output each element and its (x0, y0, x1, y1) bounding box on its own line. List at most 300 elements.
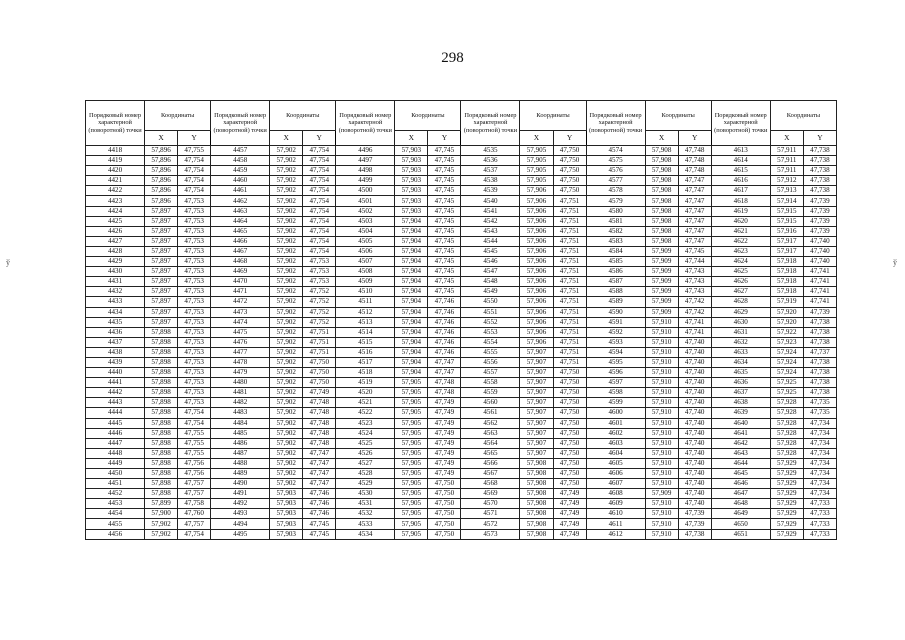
y-coordinate-cell: 47,740 (803, 246, 836, 256)
point-number-cell: 4507 (336, 257, 395, 267)
x-header: X (395, 131, 428, 146)
y-coordinate-cell: 47,751 (553, 246, 586, 256)
point-number-cell: 4443 (86, 398, 145, 408)
point-number-cell: 4500 (336, 186, 395, 196)
x-coordinate-cell: 57,906 (520, 236, 553, 246)
point-number-cell: 4499 (336, 176, 395, 186)
point-number-cell: 4611 (586, 519, 645, 529)
y-coordinate-cell: 47,751 (303, 337, 336, 347)
y-coordinate-cell: 47,751 (553, 327, 586, 337)
y-coordinate-cell: 47,747 (428, 357, 461, 367)
point-number-cell: 4646 (711, 479, 770, 489)
x-coordinate-cell: 57,908 (520, 489, 553, 499)
y-coordinate-cell: 47,745 (428, 236, 461, 246)
y-coordinate-cell: 47,753 (303, 277, 336, 287)
x-coordinate-cell: 57,903 (270, 519, 303, 529)
point-number-cell: 4631 (711, 327, 770, 337)
x-coordinate-cell: 57,904 (395, 317, 428, 327)
point-number-cell: 4616 (711, 176, 770, 186)
y-coordinate-cell: 47,753 (178, 267, 211, 277)
point-number-cell: 4565 (461, 448, 520, 458)
y-coordinate-cell: 47,750 (553, 166, 586, 176)
point-number-cell: 4501 (336, 196, 395, 206)
point-number-cell: 4622 (711, 236, 770, 246)
point-number-cell: 4458 (211, 156, 270, 166)
point-number-cell: 4544 (461, 236, 520, 246)
y-coordinate-cell: 47,753 (178, 398, 211, 408)
point-number-cell: 4588 (586, 287, 645, 297)
y-coordinate-cell: 47,742 (678, 307, 711, 317)
x-coordinate-cell: 57,922 (770, 327, 803, 337)
point-number-cell: 4552 (461, 317, 520, 327)
point-number-cell: 4528 (336, 469, 395, 479)
x-coordinate-cell: 57,917 (770, 236, 803, 246)
x-coordinate-cell: 57,898 (145, 428, 178, 438)
point-number-cell: 4435 (86, 317, 145, 327)
x-coordinate-cell: 57,898 (145, 489, 178, 499)
x-coordinate-cell: 57,902 (270, 277, 303, 287)
point-number-cell: 4612 (586, 529, 645, 539)
x-coordinate-cell: 57,929 (770, 529, 803, 539)
point-number-cell: 4489 (211, 469, 270, 479)
point-number-cell: 4477 (211, 347, 270, 357)
x-coordinate-cell: 57,909 (645, 307, 678, 317)
table-row (86, 368, 837, 378)
point-number-cell: 4539 (461, 186, 520, 196)
x-coordinate-cell: 57,929 (770, 509, 803, 519)
x-coordinate-cell: 57,902 (270, 287, 303, 297)
x-coordinate-cell: 57,915 (770, 216, 803, 226)
point-number-cell: 4468 (211, 257, 270, 267)
y-coordinate-cell: 47,752 (303, 317, 336, 327)
y-coordinate-cell: 47,755 (178, 438, 211, 448)
x-coordinate-cell: 57,898 (145, 398, 178, 408)
point-number-cell: 4559 (461, 388, 520, 398)
point-number-cell: 4547 (461, 267, 520, 277)
x-coordinate-cell: 57,908 (645, 196, 678, 206)
point-number-cell: 4628 (711, 297, 770, 307)
point-number-cell: 4594 (586, 347, 645, 357)
x-coordinate-cell: 57,903 (270, 499, 303, 509)
point-number-cell: 4613 (711, 146, 770, 156)
point-number-cell: 4456 (86, 529, 145, 539)
y-coordinate-cell: 47,745 (428, 267, 461, 277)
point-number-cell: 4506 (336, 246, 395, 256)
x-coordinate-cell: 57,903 (395, 166, 428, 176)
point-number-cell: 4548 (461, 277, 520, 287)
x-coordinate-cell: 57,903 (270, 509, 303, 519)
y-coordinate-cell: 47,754 (178, 408, 211, 418)
y-coordinate-cell: 47,756 (178, 469, 211, 479)
point-number-cell: 4578 (586, 186, 645, 196)
y-coordinate-cell: 47,738 (803, 317, 836, 327)
y-coordinate-cell: 47,738 (803, 186, 836, 196)
y-coordinate-cell: 47,746 (428, 307, 461, 317)
point-number-cell: 4525 (336, 438, 395, 448)
x-coordinate-cell: 57,896 (145, 156, 178, 166)
x-coordinate-cell: 57,904 (395, 307, 428, 317)
x-coordinate-cell: 57,905 (395, 398, 428, 408)
y-coordinate-cell: 47,751 (553, 226, 586, 236)
y-coordinate-cell: 47,740 (678, 337, 711, 347)
y-coordinate-cell: 47,749 (303, 388, 336, 398)
x-header: X (270, 131, 303, 146)
x-coordinate-cell: 57,910 (645, 438, 678, 448)
point-number-cell: 4508 (336, 267, 395, 277)
y-coordinate-cell: 47,745 (428, 246, 461, 256)
point-number-cell: 4605 (586, 458, 645, 468)
point-number-cell: 4569 (461, 489, 520, 499)
point-number-cell: 4465 (211, 226, 270, 236)
y-coordinate-cell: 47,747 (678, 186, 711, 196)
y-coordinate-cell: 47,745 (428, 176, 461, 186)
y-header: Y (178, 131, 211, 146)
y-coordinate-cell: 47,745 (428, 196, 461, 206)
x-coordinate-cell: 57,912 (770, 176, 803, 186)
table-row (86, 509, 837, 519)
x-coordinate-cell: 57,905 (395, 499, 428, 509)
x-coordinate-cell: 57,909 (645, 277, 678, 287)
y-coordinate-cell: 47,738 (803, 357, 836, 367)
y-coordinate-cell: 47,750 (553, 438, 586, 448)
coordinates-header: Координаты (520, 101, 586, 131)
y-coordinate-cell: 47,754 (178, 529, 211, 539)
x-coordinate-cell: 57,904 (395, 236, 428, 246)
y-coordinate-cell: 47,757 (178, 489, 211, 499)
point-number-cell: 4463 (211, 206, 270, 216)
point-number-cell: 4595 (586, 357, 645, 367)
x-coordinate-cell: 57,910 (645, 448, 678, 458)
point-number-cell: 4418 (86, 146, 145, 156)
x-coordinate-cell: 57,904 (395, 216, 428, 226)
y-coordinate-cell: 47,751 (553, 196, 586, 206)
y-coordinate-cell: 47,741 (803, 277, 836, 287)
x-coordinate-cell: 57,907 (520, 398, 553, 408)
y-coordinate-cell: 47,754 (303, 176, 336, 186)
point-number-cell: 4651 (711, 529, 770, 539)
point-number-cell: 4466 (211, 236, 270, 246)
y-coordinate-cell: 47,741 (803, 297, 836, 307)
y-coordinate-cell: 47,738 (803, 146, 836, 156)
x-coordinate-cell: 57,905 (395, 438, 428, 448)
point-number-cell: 4589 (586, 297, 645, 307)
point-number-cell: 4462 (211, 196, 270, 206)
point-number-cell: 4474 (211, 317, 270, 327)
y-coordinate-cell: 47,750 (553, 388, 586, 398)
point-number-cell: 4626 (711, 277, 770, 287)
x-coordinate-cell: 57,910 (645, 398, 678, 408)
y-coordinate-cell: 47,751 (553, 307, 586, 317)
point-number-cell: 4641 (711, 428, 770, 438)
y-coordinate-cell: 47,754 (303, 216, 336, 226)
x-coordinate-cell: 57,902 (270, 357, 303, 367)
point-number-cell: 4647 (711, 489, 770, 499)
x-coordinate-cell: 57,904 (395, 277, 428, 287)
x-coordinate-cell: 57,902 (270, 398, 303, 408)
x-coordinate-cell: 57,897 (145, 277, 178, 287)
y-coordinate-cell: 47,750 (553, 156, 586, 166)
table-row (86, 176, 837, 186)
point-number-cell: 4603 (586, 438, 645, 448)
y-coordinate-cell: 47,745 (303, 519, 336, 529)
point-number-cell: 4451 (86, 479, 145, 489)
x-coordinate-cell: 57,896 (145, 196, 178, 206)
y-coordinate-cell: 47,734 (803, 428, 836, 438)
y-coordinate-cell: 47,751 (553, 206, 586, 216)
y-coordinate-cell: 47,753 (178, 206, 211, 216)
y-coordinate-cell: 47,745 (678, 246, 711, 256)
x-coordinate-cell: 57,906 (520, 317, 553, 327)
x-coordinate-cell: 57,898 (145, 378, 178, 388)
x-coordinate-cell: 57,897 (145, 317, 178, 327)
x-coordinate-cell: 57,902 (270, 267, 303, 277)
point-number-cell: 4485 (211, 428, 270, 438)
point-number-cell: 4515 (336, 337, 395, 347)
x-coordinate-cell: 57,896 (145, 146, 178, 156)
y-coordinate-cell: 47,760 (178, 509, 211, 519)
x-coordinate-cell: 57,896 (145, 166, 178, 176)
y-coordinate-cell: 47,750 (553, 176, 586, 186)
x-coordinate-cell: 57,907 (520, 357, 553, 367)
y-coordinate-cell: 47,751 (553, 267, 586, 277)
y-coordinate-cell: 47,753 (178, 257, 211, 267)
y-coordinate-cell: 47,754 (178, 166, 211, 176)
point-number-cell: 4586 (586, 267, 645, 277)
x-coordinate-cell: 57,904 (395, 226, 428, 236)
point-number-cell: 4582 (586, 226, 645, 236)
x-coordinate-cell: 57,903 (395, 156, 428, 166)
x-coordinate-cell: 57,910 (645, 357, 678, 367)
point-number-cell: 4514 (336, 327, 395, 337)
y-coordinate-cell: 47,754 (303, 236, 336, 246)
point-number-cell: 4511 (336, 297, 395, 307)
y-coordinate-cell: 47,739 (678, 519, 711, 529)
x-coordinate-cell: 57,902 (270, 378, 303, 388)
y-coordinate-cell: 47,745 (428, 216, 461, 226)
y-coordinate-cell: 47,753 (178, 297, 211, 307)
point-number-cell: 4636 (711, 378, 770, 388)
x-coordinate-cell: 57,902 (270, 347, 303, 357)
x-coordinate-cell: 57,929 (770, 458, 803, 468)
y-coordinate-cell: 47,733 (803, 519, 836, 529)
point-number-cell: 4593 (586, 337, 645, 347)
point-number-cell: 4620 (711, 216, 770, 226)
point-number-cell: 4566 (461, 458, 520, 468)
y-coordinate-cell: 47,750 (553, 458, 586, 468)
x-coordinate-cell: 57,909 (645, 489, 678, 499)
table-row (86, 519, 837, 529)
y-coordinate-cell: 47,734 (803, 418, 836, 428)
x-coordinate-cell: 57,904 (395, 246, 428, 256)
y-coordinate-cell: 47,740 (803, 236, 836, 246)
point-number-cell: 4420 (86, 166, 145, 176)
x-coordinate-cell: 57,898 (145, 448, 178, 458)
y-coordinate-cell: 47,753 (178, 246, 211, 256)
y-coordinate-cell: 47,734 (803, 479, 836, 489)
x-coordinate-cell: 57,929 (770, 499, 803, 509)
y-coordinate-cell: 47,748 (678, 156, 711, 166)
point-number-cell: 4518 (336, 368, 395, 378)
y-coordinate-cell: 47,749 (553, 529, 586, 539)
x-coordinate-cell: 57,928 (770, 438, 803, 448)
x-coordinate-cell: 57,905 (520, 146, 553, 156)
x-coordinate-cell: 57,898 (145, 408, 178, 418)
x-coordinate-cell: 57,918 (770, 277, 803, 287)
y-coordinate-cell: 47,740 (678, 438, 711, 448)
point-number-cell: 4560 (461, 398, 520, 408)
point-number-cell: 4644 (711, 458, 770, 468)
y-coordinate-cell: 47,750 (428, 479, 461, 489)
y-coordinate-cell: 47,745 (428, 226, 461, 236)
point-number-cell: 4513 (336, 317, 395, 327)
y-coordinate-cell: 47,755 (178, 146, 211, 156)
point-number-cell: 4557 (461, 368, 520, 378)
x-coordinate-cell: 57,897 (145, 257, 178, 267)
table-row (86, 418, 837, 428)
x-coordinate-cell: 57,925 (770, 378, 803, 388)
y-coordinate-cell: 47,745 (303, 529, 336, 539)
y-coordinate-cell: 47,747 (678, 236, 711, 246)
point-number-cell: 4623 (711, 246, 770, 256)
y-coordinate-cell: 47,754 (303, 226, 336, 236)
y-coordinate-cell: 47,746 (303, 509, 336, 519)
x-coordinate-cell: 57,906 (520, 206, 553, 216)
table-row (86, 257, 837, 267)
y-coordinate-cell: 47,752 (303, 307, 336, 317)
y-coordinate-cell: 47,756 (178, 458, 211, 468)
x-coordinate-cell: 57,909 (645, 297, 678, 307)
y-header: Y (803, 131, 836, 146)
point-number-cell: 4445 (86, 418, 145, 428)
x-coordinate-cell: 57,902 (270, 448, 303, 458)
x-coordinate-cell: 57,905 (395, 519, 428, 529)
y-coordinate-cell: 47,748 (678, 146, 711, 156)
x-coordinate-cell: 57,904 (395, 287, 428, 297)
coordinates-header: Координаты (145, 101, 211, 131)
y-coordinate-cell: 47,754 (303, 166, 336, 176)
y-coordinate-cell: 47,740 (678, 428, 711, 438)
y-coordinate-cell: 47,750 (553, 479, 586, 489)
x-coordinate-cell: 57,905 (520, 176, 553, 186)
right-margin-mark: ў (893, 258, 897, 267)
y-coordinate-cell: 47,753 (303, 257, 336, 267)
x-header: X (145, 131, 178, 146)
y-coordinate-cell: 47,748 (303, 428, 336, 438)
x-coordinate-cell: 57,902 (270, 166, 303, 176)
y-coordinate-cell: 47,743 (678, 277, 711, 287)
point-number-header: Порядковый номер характерной (поворотной) точки (86, 101, 145, 146)
point-number-cell: 4526 (336, 448, 395, 458)
x-coordinate-cell: 57,908 (645, 146, 678, 156)
x-coordinate-cell: 57,918 (770, 287, 803, 297)
x-coordinate-cell: 57,902 (270, 216, 303, 226)
y-coordinate-cell: 47,753 (303, 267, 336, 277)
table-row (86, 186, 837, 196)
point-number-cell: 4642 (711, 438, 770, 448)
point-number-cell: 4627 (711, 287, 770, 297)
point-number-cell: 4433 (86, 297, 145, 307)
table-row (86, 529, 837, 539)
x-coordinate-cell: 57,906 (520, 307, 553, 317)
point-number-cell: 4572 (461, 519, 520, 529)
point-number-cell: 4523 (336, 418, 395, 428)
point-number-cell: 4542 (461, 216, 520, 226)
point-number-cell: 4576 (586, 166, 645, 176)
y-coordinate-cell: 47,753 (178, 307, 211, 317)
y-coordinate-cell: 47,748 (428, 388, 461, 398)
point-number-cell: 4449 (86, 458, 145, 468)
x-coordinate-cell: 57,905 (395, 489, 428, 499)
table-row (86, 267, 837, 277)
point-number-cell: 4516 (336, 347, 395, 357)
y-coordinate-cell: 47,754 (178, 176, 211, 186)
y-coordinate-cell: 47,754 (178, 186, 211, 196)
x-coordinate-cell: 57,908 (645, 166, 678, 176)
y-coordinate-cell: 47,748 (678, 166, 711, 176)
point-number-cell: 4431 (86, 277, 145, 287)
point-number-cell: 4538 (461, 176, 520, 186)
x-coordinate-cell: 57,916 (770, 226, 803, 236)
x-coordinate-cell: 57,898 (145, 479, 178, 489)
point-number-cell: 4442 (86, 388, 145, 398)
y-coordinate-cell: 47,753 (178, 388, 211, 398)
table-row (86, 438, 837, 448)
x-coordinate-cell: 57,908 (645, 186, 678, 196)
x-coordinate-cell: 57,908 (520, 458, 553, 468)
x-coordinate-cell: 57,902 (270, 176, 303, 186)
point-number-cell: 4432 (86, 287, 145, 297)
x-coordinate-cell: 57,923 (770, 337, 803, 347)
y-coordinate-cell: 47,751 (303, 327, 336, 337)
x-coordinate-cell: 57,904 (395, 257, 428, 267)
x-coordinate-cell: 57,905 (395, 448, 428, 458)
table-row (86, 297, 837, 307)
point-number-cell: 4533 (336, 519, 395, 529)
y-coordinate-cell: 47,735 (803, 398, 836, 408)
y-coordinate-cell: 47,749 (428, 448, 461, 458)
point-number-cell: 4467 (211, 246, 270, 256)
y-coordinate-cell: 47,748 (303, 408, 336, 418)
y-coordinate-cell: 47,752 (303, 287, 336, 297)
point-number-cell: 4606 (586, 469, 645, 479)
x-coordinate-cell: 57,910 (645, 347, 678, 357)
point-number-cell: 4479 (211, 368, 270, 378)
point-number-cell: 4475 (211, 327, 270, 337)
y-coordinate-cell: 47,748 (303, 398, 336, 408)
table-row (86, 408, 837, 418)
y-coordinate-cell: 47,738 (803, 176, 836, 186)
point-number-cell: 4428 (86, 246, 145, 256)
point-number-cell: 4634 (711, 357, 770, 367)
x-coordinate-cell: 57,905 (395, 428, 428, 438)
point-number-cell: 4562 (461, 418, 520, 428)
y-coordinate-cell: 47,751 (553, 357, 586, 367)
y-coordinate-cell: 47,750 (553, 408, 586, 418)
point-number-cell: 4434 (86, 307, 145, 317)
x-coordinate-cell: 57,898 (145, 458, 178, 468)
point-number-cell: 4430 (86, 267, 145, 277)
point-number-cell: 4492 (211, 499, 270, 509)
point-number-cell: 4425 (86, 216, 145, 226)
point-number-cell: 4426 (86, 226, 145, 236)
table-row (86, 347, 837, 357)
x-coordinate-cell: 57,897 (145, 216, 178, 226)
y-coordinate-cell: 47,746 (303, 499, 336, 509)
point-number-header: Порядковый номер характерной (поворотной) точки (336, 101, 395, 146)
point-number-cell: 4573 (461, 529, 520, 539)
point-number-cell: 4614 (711, 156, 770, 166)
y-coordinate-cell: 47,750 (303, 357, 336, 367)
